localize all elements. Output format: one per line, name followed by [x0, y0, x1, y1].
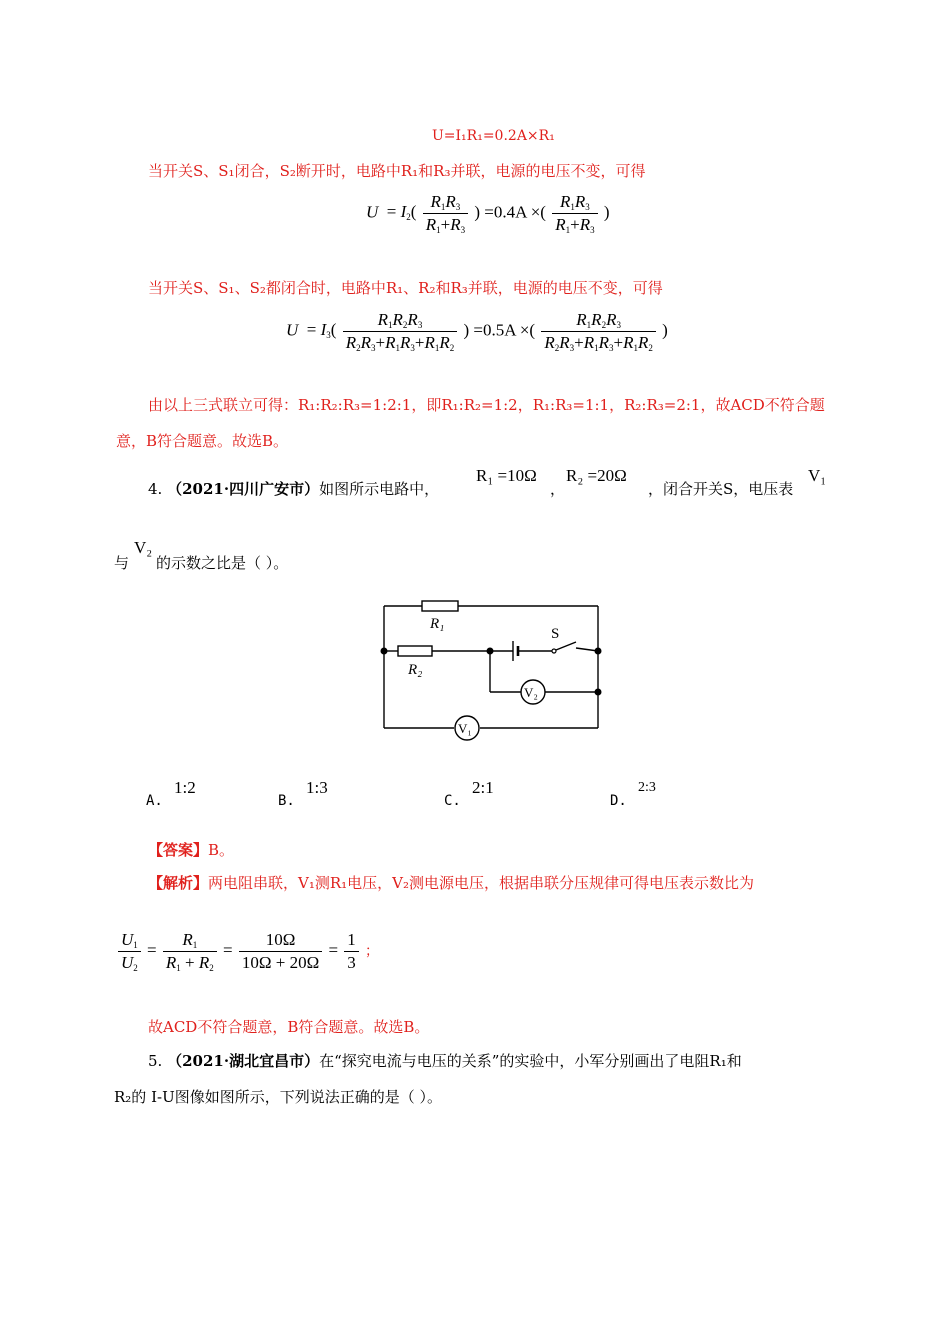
label-r1: R₁: [430, 616, 445, 632]
question-5-line2: R₂的 I-U图像如图所示，下列说法正确的是（ ）。: [114, 1088, 442, 1106]
equation-lhs: U: [366, 202, 379, 222]
circuit-diagram: [376, 596, 612, 742]
label-r2: R₂: [408, 662, 423, 678]
paragraph-ratio-result-cont: 意，B符合题意。故选B。: [116, 432, 289, 450]
voltmeter-v2-label: V₂: [134, 538, 153, 557]
fraction: $\frac{R_1R_3}{R_1+R_3}$: [552, 192, 597, 235]
junction-dot: [595, 689, 602, 696]
option-a-value: 1:2: [174, 778, 196, 797]
question-4-line2: 的示数之比是（ ）。: [156, 554, 289, 572]
analysis-tag: 【解析】: [148, 874, 209, 892]
equation-parallel-r1-r2-r3: $U = I_3$( $\frac{R_1R_2R_3}{R_2R_3+R_1R_3+R_1R_2}$ ) =0.5A ×( $\frac{R_1R_2R_3}{R_2R_3+R_1R_3+R_1R_2}$ ): [286, 310, 668, 353]
question-source: （2021·湖北宜昌市）: [167, 1052, 320, 1070]
option-b-value: 1:3: [306, 778, 328, 797]
fraction: $\frac{R_1R_2R_3}{R_2R_3+R_1R_3+R_1R_2}$: [541, 310, 656, 353]
equation-value: =0.5A ×(: [473, 320, 536, 340]
label-s: S: [551, 626, 560, 642]
option-d-value: 2:3: [638, 780, 656, 795]
fraction: $\frac{R_1}{R_1 + R_2}$: [163, 930, 217, 973]
paragraph-ratio-result: 由以上三式联立可得：R₁:R₂:R₃=1:2:1，即R₁:R₂=1:2，R₁:R₃=1:1，R₂:R₃=2:1，故ACD不符合题: [148, 396, 825, 414]
junction-dot: [381, 648, 388, 655]
question-4-line1: [148, 478, 439, 499]
analysis-text: 两电阻串联，V₁测R₁电压，V₂测电源电压，根据串联分压规律可得电压表示数比为: [208, 874, 755, 892]
equation-value: =0.4A ×(: [484, 202, 546, 222]
junction-dot: [487, 648, 494, 655]
question-number: 5.: [148, 1052, 163, 1070]
question-number: 4.: [148, 480, 163, 498]
label-v1: V₁: [458, 721, 472, 736]
analysis-line: [148, 872, 754, 893]
equation-parallel-r1-r3: $U = I_2$( $\frac{R_1R_3}{R_1+R_3}$ ) =0.4A ×( $\frac{R_1R_3}{R_1+R_3}$ ): [366, 192, 610, 235]
question-text: 如图所示电路中，: [319, 480, 440, 498]
question-5-line1: [148, 1050, 742, 1071]
question-source: （2021·四川广安市）: [167, 480, 320, 498]
answer-text: B。: [208, 841, 235, 859]
fraction: $\frac{1}{3}$: [344, 930, 359, 973]
ratio-end: ；: [365, 944, 380, 960]
fraction: $\frac{10\Omega}{10\Omega + 20\Omega}$: [239, 930, 322, 973]
ratio-equation: $\frac{U_1}{U_2}$ = $\frac{R_1}{R_1 + R_2}$ = $\frac{10\Omega}{10\Omega + 20\Omega}$ = $\frac{1}{3}$ ；: [116, 930, 379, 973]
option-d-letter[interactable]: D.: [610, 793, 627, 809]
answer-tag: 【答案】: [148, 841, 209, 859]
option-c-letter[interactable]: C.: [444, 793, 461, 809]
question-text-2: ，闭合开关S，电压表: [648, 480, 794, 498]
resistance-r1: R₁ =10Ω: [476, 466, 537, 485]
answer-line: [148, 839, 234, 860]
option-b-letter[interactable]: B.: [278, 793, 295, 809]
paragraph-all-closed: 当开关S、S₁、S₂都闭合时，电路中R₁、R₂和R₃并联，电源的电压不变，可得: [148, 279, 663, 297]
resistor-r2: [398, 646, 432, 656]
option-a-letter[interactable]: A.: [146, 793, 163, 809]
option-c-value: 2:1: [472, 778, 494, 797]
resistance-r2: R₂ =20Ω: [566, 466, 627, 485]
battery: [513, 641, 518, 661]
resistor-r1: [422, 601, 458, 611]
fraction: $\frac{U_1}{U_2}$: [118, 930, 141, 973]
junction-dot: [595, 648, 602, 655]
equation-u-i1r1: U=I₁R₁=0.2A×R₁: [432, 128, 555, 144]
label-v2: V₂: [524, 685, 538, 700]
conclusion: 故ACD不符合题意，B符合题意。故选B。: [148, 1018, 430, 1036]
fraction: $\frac{R_1R_2R_3}{R_2R_3+R_1R_3+R_1R_2}$: [343, 310, 458, 353]
fraction: $\frac{R_1R_3}{R_1+R_3}$: [423, 192, 468, 235]
switch-s: [552, 642, 576, 653]
question-4-with: 与: [114, 554, 130, 572]
comma: ，: [550, 480, 566, 498]
equation-lhs: U: [286, 320, 299, 340]
paragraph-s-s1-closed: 当开关S、S₁闭合，S₂断开时，电路中R₁和R₃并联，电源的电压不变，可得: [148, 162, 646, 180]
voltmeter-v1-label: V₁: [808, 466, 827, 485]
question-text: 在“探究电流与电压的关系”的实验中，小军分别画出了电阻R₁和: [319, 1052, 742, 1070]
